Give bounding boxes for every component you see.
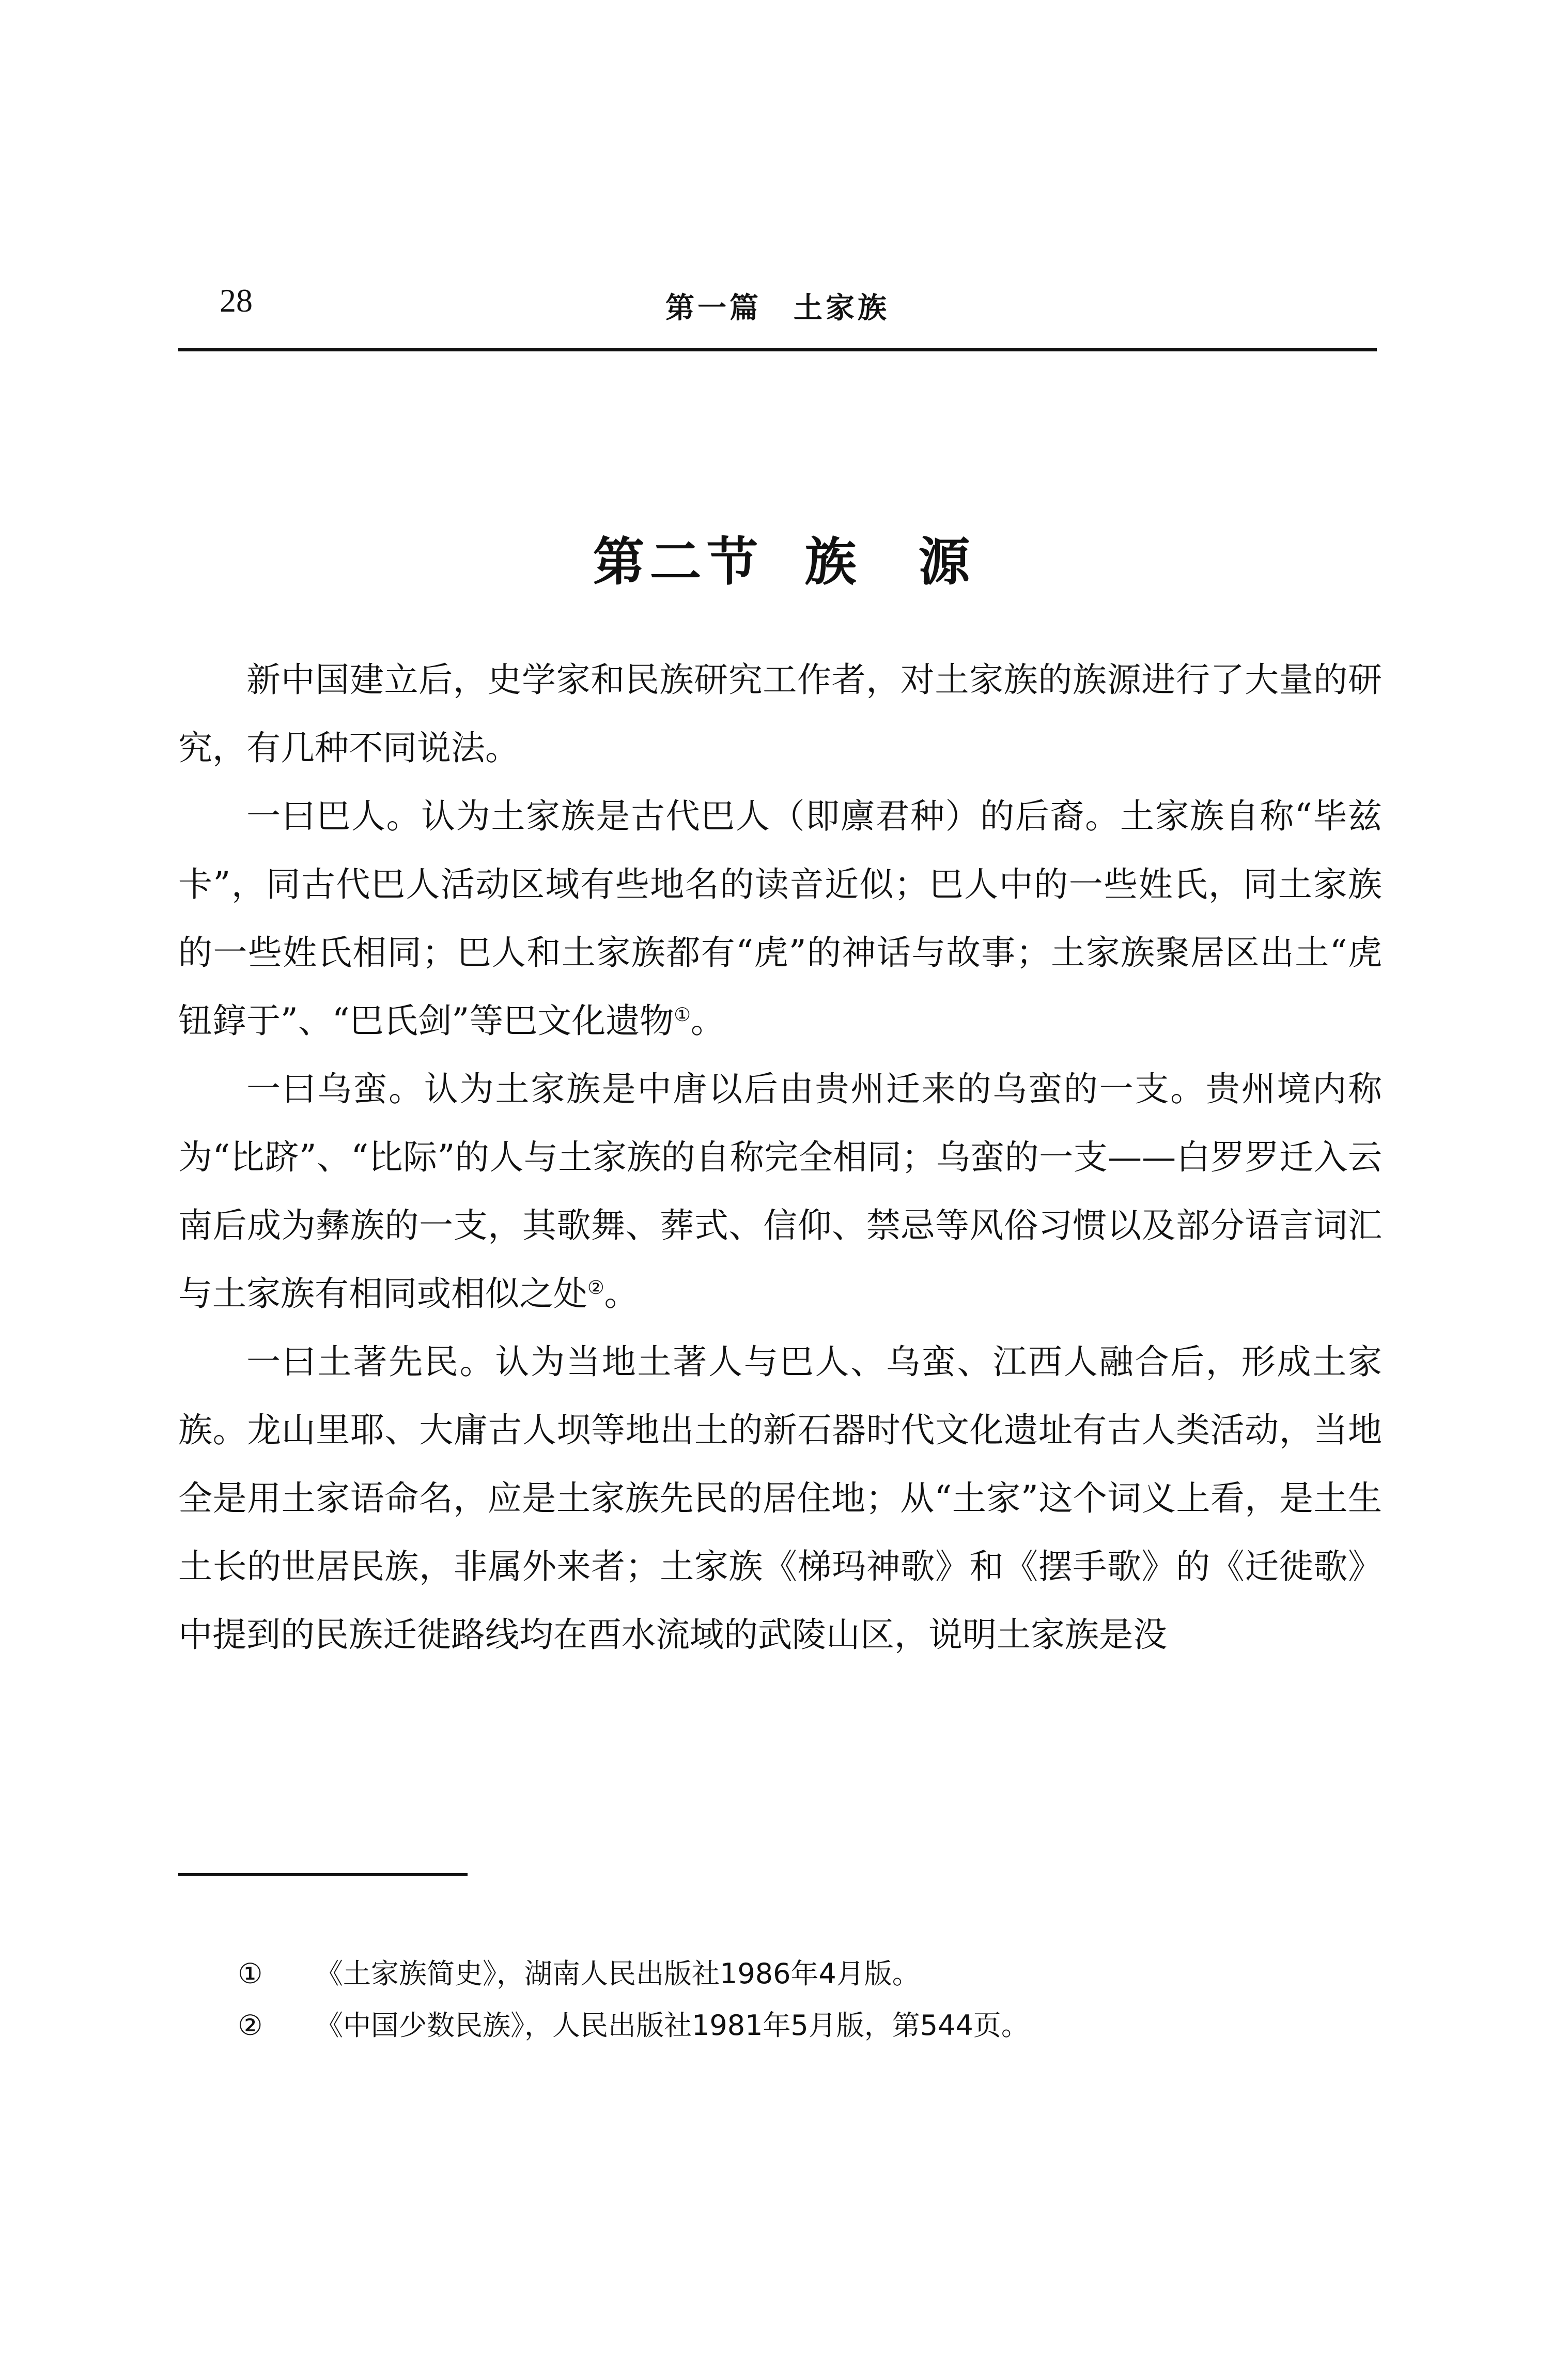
body-text <box>178 646 1382 1669</box>
paragraph-4 <box>178 1328 1382 1669</box>
section-title <box>0 531 1568 592</box>
running-head: 第一篇 土家族 <box>665 291 890 325</box>
footnote-1 <box>238 1948 1323 2000</box>
footnote-2-text: 《中国少数民族》，人民出版社1981年5月版，第544页。 <box>315 2009 1029 2042</box>
footnote-rule <box>178 1873 468 1876</box>
header-rule <box>178 348 1377 351</box>
paragraph-4-text: 一曰土著先民。认为当地土著人与巴人、乌蛮、江西人融合后，形成土家族。龙山里耶、大庸古人坝等地出土的新石器时代文化遗址有古人类活动，当地全是用土家语命名，应是土家族先民的居住地；从“土家”这个词义上看，是土生土长的世居民族，非属外来者；土家族《梯玛神歌》和《摆手歌》的《迁徙歌》中提到的民族迁徙路线均在酉水流域的武陵山区，说明土家族是没 <box>178 1342 1382 1655</box>
footnotes <box>238 1948 1323 2051</box>
paragraph-3-text: 一曰乌蛮。认为土家族是中唐以后由贵州迁来的乌蛮的一支。贵州境内称为“比跻”、“比际”的人与土家族的自称完全相同；乌蛮的一支——白罗罗迁入云南后成为彝族的一支，其歌舞、葬式、信仰、禁忌等风俗习惯以及部分语言词汇与土家族有相同或相似之处 <box>178 1069 1382 1314</box>
paragraph-2 <box>178 782 1382 1055</box>
footnote-2-mark: ② <box>238 2009 263 2042</box>
paragraph-2-text: 一曰巴人。认为土家族是古代巴人（即廪君种）的后裔。土家族自称“毕兹卡”，同古代巴人活动区域有些地名的读音近似；巴人中的一些姓氏，同土家族的一些姓氏相同；巴人和土家族都有“虎”的神话与故事；土家族聚居区出土“虎钮錞于”、“巴氏剑”等巴文化遗物 <box>178 796 1382 1041</box>
paragraph-1 <box>178 646 1382 782</box>
footnote-ref-1: ① <box>674 1004 691 1026</box>
page-number: 28 <box>220 282 253 319</box>
paragraph-2-end: 。 <box>690 1001 725 1041</box>
section-name: 族 源 <box>804 531 975 592</box>
paragraph-3-end: 。 <box>604 1274 639 1314</box>
page-header <box>178 274 1377 351</box>
footnote-ref-2: ② <box>587 1276 604 1299</box>
footnote-2 <box>238 2000 1323 2051</box>
paragraph-1-text: 新中国建立后，史学家和民族研究工作者，对土家族的族源进行了大量的研究，有几种不同说法。 <box>178 660 1382 768</box>
section-number: 第二节 <box>593 531 764 592</box>
footnote-1-mark: ① <box>238 1957 263 1990</box>
footnote-1-text: 《土家族简史》，湖南人民出版社1986年4月版。 <box>315 1957 920 1990</box>
paragraph-3 <box>178 1055 1382 1328</box>
